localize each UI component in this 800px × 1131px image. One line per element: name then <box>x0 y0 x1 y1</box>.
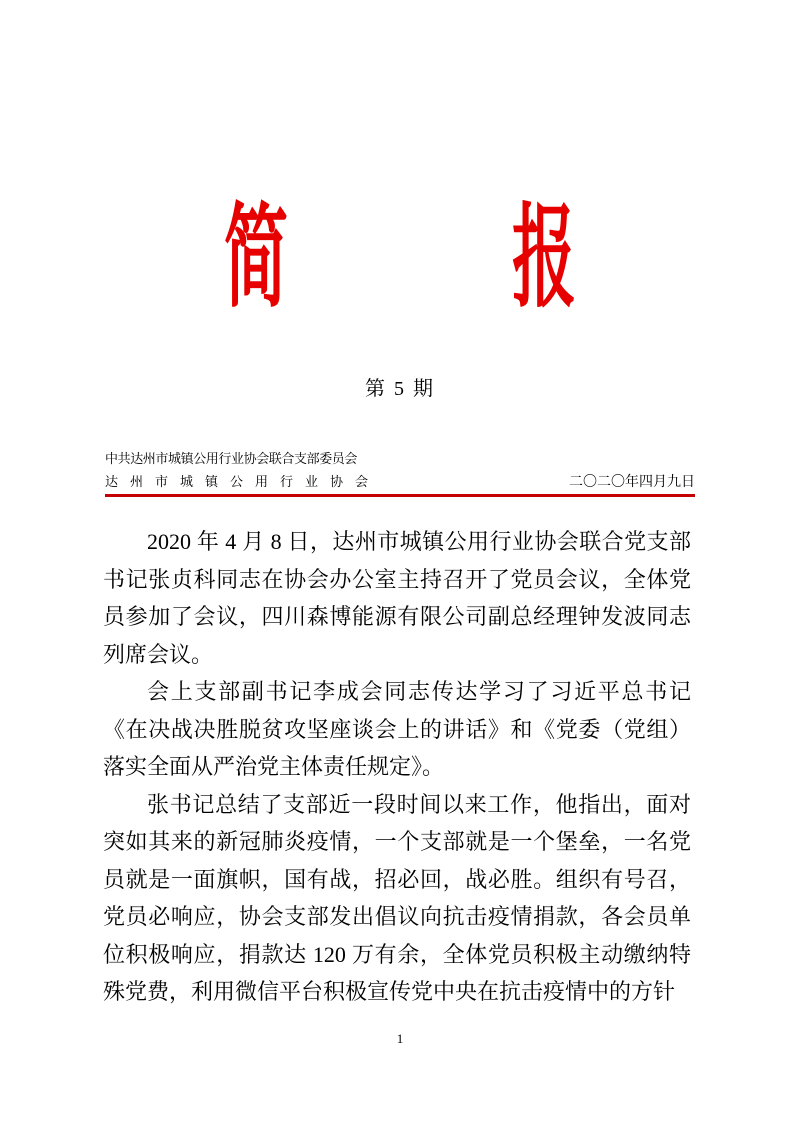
issuing-org-block <box>105 449 695 497</box>
paragraph-study-documents: 会上支部副书记李成会同志传达学习了习近平总书记《在决战决胜脱贫攻坚座谈会上的讲话》和《党委（党组）落实全面从严治党主体责任规定》。 <box>103 679 691 779</box>
bulletin-title <box>200 197 600 321</box>
org-name-secondary: 达州市城镇公用行业协会 <box>105 474 381 489</box>
issue-number: 第 5 期 <box>365 378 435 400</box>
issue-date: 二〇二〇年四月九日 <box>569 475 695 490</box>
masthead <box>0 197 800 401</box>
bulletin-title-char-right: 报 <box>512 197 576 321</box>
org-name-primary: 中共达州市城镇公用行业协会联合支部委员会 <box>105 451 358 466</box>
document-body <box>103 523 691 1011</box>
masthead-divider-rule <box>105 494 695 497</box>
paragraph-meeting-opening: 2020 年 4 月 8 日，达州市城镇公用行业协会联合党支部书记张贞科同志在协会办公室主持召开了党员会议，全体党员参加了会议，四川森博能源有限公司副总经理钟发波同志列席会议。 <box>103 529 691 667</box>
org-date-row <box>105 472 695 492</box>
bulletin-title-char-left: 简 <box>224 197 288 321</box>
page-number: 1 <box>396 1031 404 1046</box>
paragraph-work-summary: 张书记总结了支部近一段时间以来工作，他指出，面对突如其来的新冠肺炎疫情，一个支部就是一个堡垒，一名党员就是一面旗帜，国有战，招必回，战必胜。组织有号召，党员必响应，协会支部发出倡议向抗击疫情捐款，各会员单位积极响应，捐款达 120 万有余，全体党员积极主动缴纳特殊党费，利用微信平台积极宣传党中央在抗击疫情中的方针 <box>103 791 691 1004</box>
